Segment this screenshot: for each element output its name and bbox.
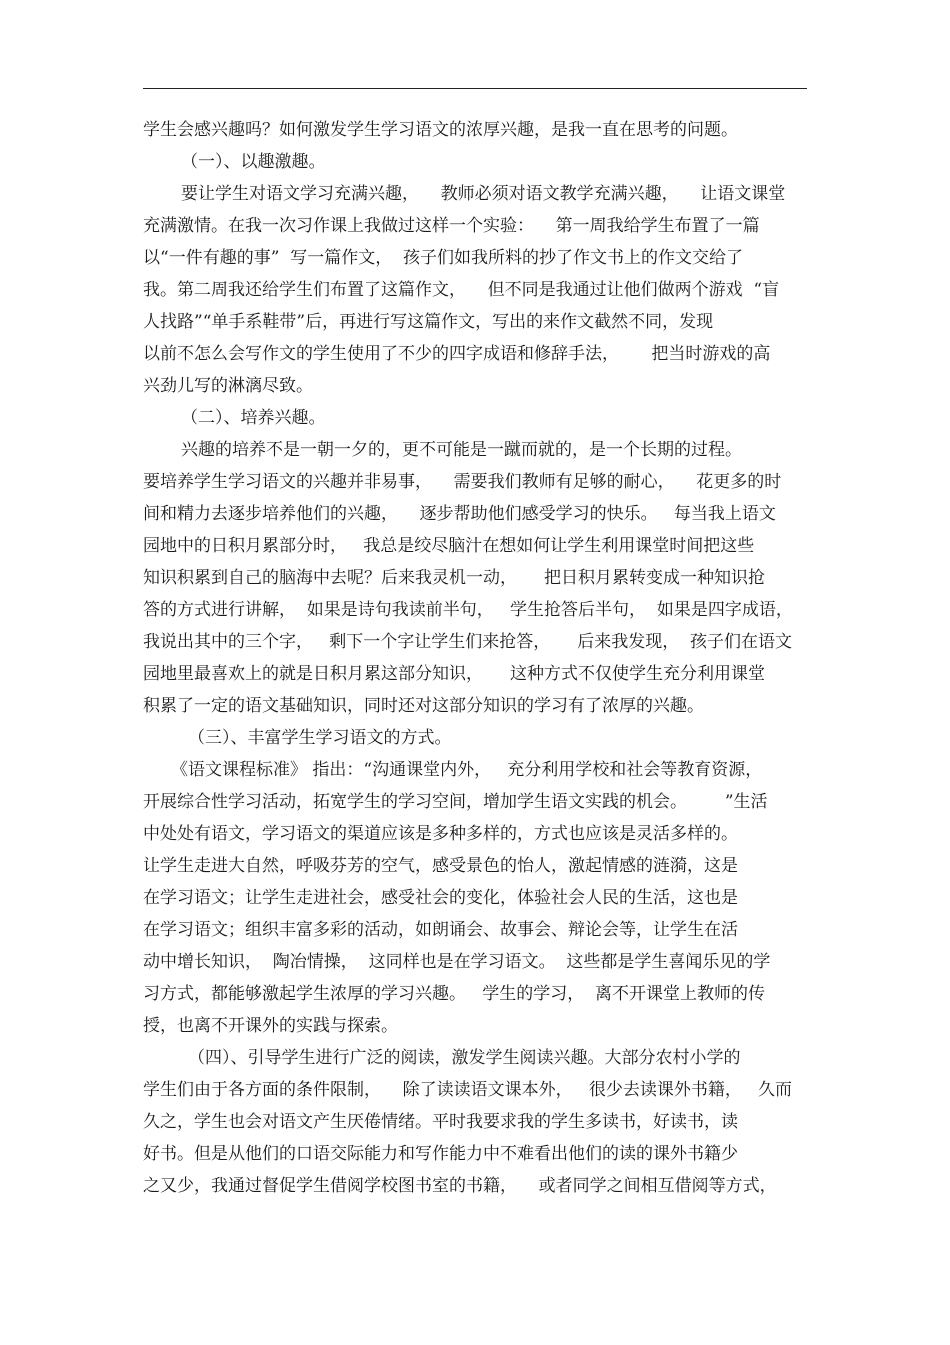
text-line: 积累了一定的语文基础知识，同时还对这部分知识的学习有了浓厚的兴趣。 xyxy=(143,696,704,716)
text-line: 开展综合性学习活动，拓宽学生的学习空间，增加学生语文实践的机会。 ”生活 xyxy=(143,792,768,812)
text-line: 园地里最喜欢上的就是日积月累这部分知识， 这种方式不仅使学生充分利用课堂 xyxy=(143,664,766,684)
text-line: 之又少，我通过督促学生借阅学校图书室的书籍， 或者同学之间相互借阅等方式， xyxy=(143,1176,777,1196)
text-line: 久之，学生也会对语文产生厌倦情绪。平时我要求我的学生多读书，好读书，读 xyxy=(143,1112,738,1132)
text-line: 习方式，都能够激起学生浓厚的学习兴趣。 学生的学习， 离不开课堂上教师的传 xyxy=(143,984,766,1004)
text-line: 中处处有语文，学习语文的渠道应该是多种多样的，方式也应该是灵活多样的。 xyxy=(143,824,738,844)
text-line: 在学习语文；组织丰富多彩的活动，如朗诵会、故事会、辩论会等，让学生在活 xyxy=(143,920,738,940)
text-line: 动中增长知识， 陶冶情操， 这同样也是在学习语文。 这些都是学生喜闻乐见的学 xyxy=(143,952,771,972)
section-heading-2: （二）、培养兴趣。 xyxy=(181,408,326,428)
text-line: 好书。但是从他们的口语交际能力和写作能力中不难看出他们的读的课外书籍少 xyxy=(143,1144,738,1164)
text-line: 以“一件有趣的事” 写一篇作文， 孩子们如我所料的抄了作文书上的作文交给了 xyxy=(143,248,743,268)
text-line: 《语文课程标准》 指出：“沟通课堂内外， 充分利用学校和社会等教育资源， xyxy=(171,760,763,780)
text-line: 园地中的日积月累部分时， 我总是绞尽脑汁在想如何让学生利用课堂时间把这些 xyxy=(143,536,755,556)
section-heading-1: （一）、以趣激趣。 xyxy=(181,152,326,172)
text-line: 充满激情。在我一次习作课上我做过这样一个实验： 第一周我给学生布置了一篇 xyxy=(143,216,760,236)
text-line: 让学生走进大自然，呼吸芬芳的空气，感受景色的怡人，激起情感的涟漪，这是 xyxy=(143,856,738,876)
text-line: 学生们由于各方面的条件限制， 除了读读语文课本外， 很少去读课外书籍， 久而 xyxy=(143,1080,793,1100)
text-line: 我说出其中的三个字， 剩下一个字让学生们来抢答， 后来我发现， 孩子们在语文 xyxy=(143,632,793,652)
text-line: 在学习语文；让学生走进社会，感受社会的变化，体验社会人民的生活，这也是 xyxy=(143,888,738,908)
text-line: 学生会感兴趣吗？如何激发学生学习语文的浓厚兴趣，是我一直在思考的问题。 xyxy=(143,120,738,140)
text-line: 间和精力去逐步培养他们的兴趣， 逐步帮助他们感受学习的快乐。 每当我上语文 xyxy=(143,504,776,524)
text-line: 要让学生对语文学习充满兴趣， 教师必须对语文教学充满兴趣， 让语文课堂 xyxy=(181,184,786,204)
text-line: 要培养学生学习语文的兴趣并非易事， 需要我们教师有足够的耐心， 花更多的时 xyxy=(143,472,782,492)
text-line: 人找路”“单手系鞋带”后，再进行写这篇作文，写出的来作文截然不同，发现 xyxy=(143,312,714,332)
text-line: 兴趣的培养不是一朝一夕的，更不可能是一蹴而就的，是一个长期的过程。 xyxy=(181,440,742,460)
text-line: 兴劲儿写的淋漓尽致。 xyxy=(143,376,313,396)
text-line: 知识积累到自己的脑海中去呢？后来我灵机一动， 把日积月累转变成一种知识抢 xyxy=(143,568,766,588)
text-line: 以前不怎么会写作文的学生使用了不少的四字成语和修辞手法， 把当时游戏的高 xyxy=(143,344,771,364)
text-line: 授，也离不开课外的实践与探索。 xyxy=(143,1016,398,1036)
text-line: 答的方式进行讲解， 如果是诗句我读前半句， 学生抢答后半句， 如果是四字成语， xyxy=(143,600,793,620)
text-line: 我。第二周我还给学生们布置了这篇作文， 但不同是我通过让他们做两个游戏 “盲 xyxy=(143,280,780,300)
section-heading-4: （四）、引导学生进行广泛的阅读，激发学生阅读兴趣。大部分农村小学的 xyxy=(188,1048,741,1068)
header-rule xyxy=(143,88,807,89)
section-heading-3: （三）、丰富学生学习语文的方式。 xyxy=(188,728,452,748)
